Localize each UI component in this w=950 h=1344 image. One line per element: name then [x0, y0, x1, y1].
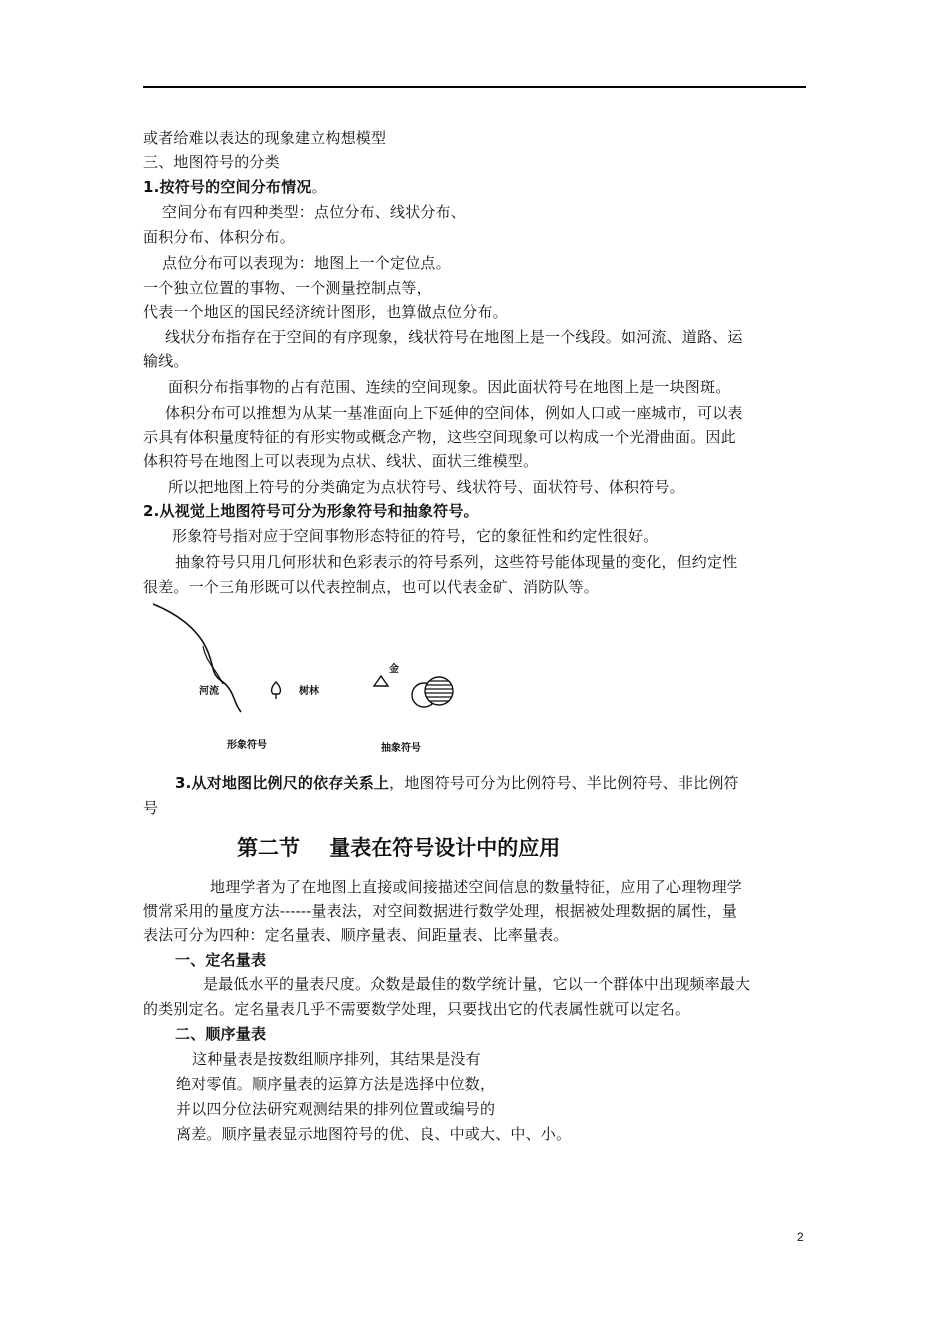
text-line: 号	[143, 799, 159, 817]
tree-icon	[272, 682, 281, 699]
subheading-1: 1.按符号的空间分布情况	[143, 178, 312, 196]
pictorial-caption: 形象符号	[227, 740, 267, 751]
text-line: 空间分布有四种类型：点位分布、线状分布、	[162, 203, 467, 221]
subheading-2: 2.从视觉上地图符号可分为形象符号和抽象符号。	[143, 502, 479, 520]
page-number: 2	[797, 1230, 804, 1244]
subsection-heading: 一、定名量表	[175, 951, 267, 969]
text-line: 面积分布、体积分布。	[143, 228, 296, 246]
subheading-line	[143, 175, 327, 199]
text-line: 表法可分为四种：定名量表、顺序量表、间距量表、比率量表。	[143, 926, 569, 944]
text-line: 离差。顺序量表显示地图符号的优、良、中或大、中、小。	[176, 1125, 572, 1143]
text-line: 这种量表是按数组顺序排列，其结果是没有	[192, 1050, 481, 1068]
text-line: 抽象符号只用几何形状和色彩表示的符号系列，这些符号能体现量的变化，但约定性	[175, 553, 738, 571]
text-line: 所以把地图上符号的分类确定为点状符号、线状符号、面状符号、体积符号。	[168, 478, 685, 496]
river-line	[203, 646, 223, 684]
text-line: 线状分布指存在于空间的有序现象，线状符号在地图上是一个线段。如河流、道路、运	[165, 328, 743, 346]
abstract-caption: 抽象符号	[381, 743, 421, 754]
tree-label: 树林	[299, 686, 319, 697]
text-line: 的类别定名。定名量表几乎不需要数学处理，只要找出它的代表属性就可以定名。	[143, 1000, 691, 1018]
subsection-heading: 二、顺序量表	[175, 1025, 267, 1043]
text-line: 面积分布指事物的占有范围、连续的空间现象。因此面状符号在地图上是一块图斑。	[168, 378, 731, 396]
text-line: 很差。一个三角形既可以代表控制点，也可以代表金矿、消防队等。	[143, 578, 600, 596]
subheading-3-text: ，地图符号可分为比例符号、半比例符号、非比例符	[389, 774, 739, 792]
subheading-line	[175, 771, 739, 795]
text-line: 惯常采用的量度方法------量表法，对空间数据进行数学处理，根据被处理数据的属性，量	[143, 902, 738, 920]
text-line: 体积分布可以推想为从某一基准面向上下延伸的空间体，例如人口或一座城市，可以表	[165, 404, 743, 422]
text-line: 体积符号在地图上可以表现为点状、线状、面状三维模型。	[143, 452, 539, 470]
river-line	[153, 604, 241, 712]
subheading-3: 3.从对地图比例尺的依存关系上	[175, 774, 390, 792]
section-title: 第二节 量表在符号设计中的应用	[237, 836, 561, 860]
text-line: 示具有体积量度特征的有形实物或概念产物，这些空间现象可以构成一个光滑曲面。因此	[143, 428, 736, 446]
text-line: 点位分布可以表现为：地图上一个定位点。	[162, 254, 451, 272]
text-line: 输线。	[143, 352, 189, 370]
gold-label: 金	[389, 664, 399, 675]
subheading-1-punct: 。	[311, 178, 327, 196]
text-line: 并以四分位法研究观测结果的排列位置或编号的	[176, 1100, 496, 1118]
symbol-figure	[143, 602, 473, 762]
triangle-icon	[374, 676, 388, 686]
text-line: 地理学者为了在地图上直接或间接描述空间信息的数量特征，应用了心理物理学	[210, 878, 743, 896]
text-line: 代表一个地区的国民经济统计图形，也算做点位分布。	[143, 303, 508, 321]
text-line: 是最低水平的量表尺度。众数是最佳的数学统计量，它以一个群体中出现频率最大	[203, 975, 751, 993]
text-line: 绝对零值。顺序量表的运算方法是选择中位数，	[176, 1075, 496, 1093]
text-line: 形象符号指对应于空间事物形态特征的符号，它的象征性和约定性很好。	[172, 527, 659, 545]
header-rule	[143, 86, 806, 88]
text-line: 或者给难以表达的现象建立构想模型	[143, 129, 387, 147]
text-line: 一个独立位置的事物、一个测量控制点等，	[143, 279, 432, 297]
section-heading: 三、地图符号的分类	[143, 153, 280, 171]
river-label: 河流	[199, 686, 219, 697]
